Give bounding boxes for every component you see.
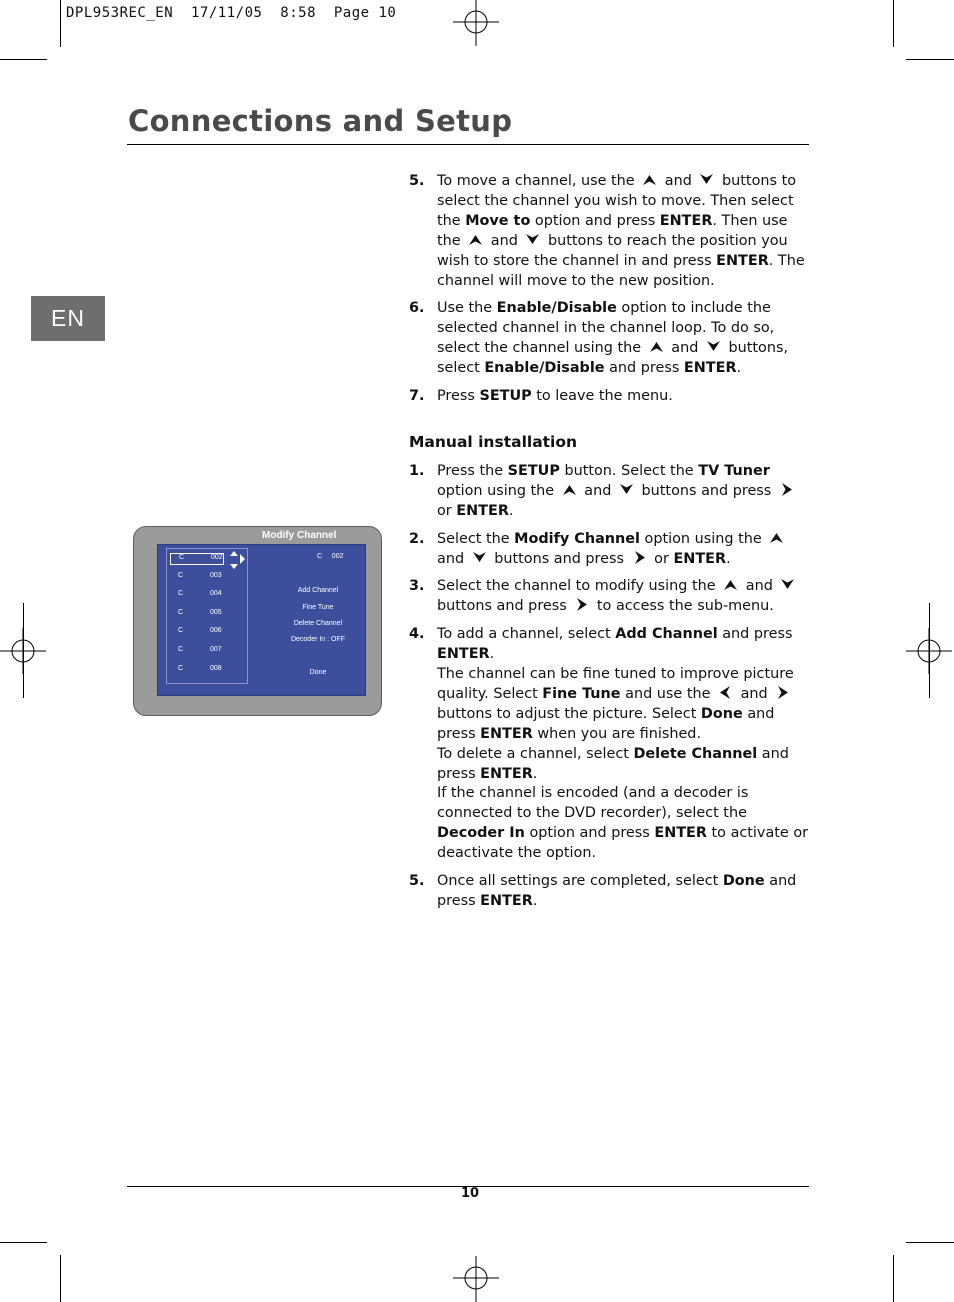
emphasis-text: Decoder In: [437, 825, 525, 842]
emphasis-text: Enable/Disable: [496, 300, 617, 317]
crop-mark: [0, 1242, 47, 1243]
crop-mark: [906, 59, 954, 60]
step-text: and press: [437, 705, 775, 742]
step-text: and press: [437, 745, 789, 782]
step-text: option using the: [437, 482, 559, 499]
down-arrow-icon: [619, 483, 634, 496]
step-text: or: [649, 550, 674, 567]
osd-channel-row: [170, 572, 222, 582]
crop-mark: [893, 0, 894, 47]
right-arrow-icon: [775, 686, 790, 699]
step-item: [409, 872, 809, 912]
step-text: to activate or deactivate the option.: [437, 825, 809, 862]
step-text: and: [741, 578, 778, 595]
osd-channel-number: 006: [210, 627, 222, 635]
step-text: Use the: [437, 300, 497, 317]
emphasis-text: Enable/Disable: [484, 360, 605, 377]
step-text: and: [660, 173, 697, 189]
osd-current-n: 002: [331, 553, 344, 560]
registration-mark-icon: [453, 1256, 499, 1302]
osd-channel-type: C: [178, 646, 184, 653]
right-arrow-icon: [632, 551, 647, 564]
page-title: Connections and Setup: [128, 104, 513, 138]
step-text: option to include the selected channel in the channel loop. To do so, select the channel using the: [437, 300, 775, 357]
down-arrow-icon: [699, 173, 714, 186]
crop-mark: [60, 1255, 61, 1302]
step-text: .: [532, 893, 538, 909]
step-text: .: [508, 502, 514, 519]
emphasis-text: ENTER: [716, 252, 769, 269]
emphasis-text: ENTER: [654, 825, 707, 842]
step-text: . The channel will move to the new position.: [437, 252, 805, 289]
osd-channel-number: 004: [210, 590, 222, 598]
emphasis-text: ENTER: [437, 646, 490, 663]
osd-channel-row: [170, 590, 222, 600]
osd-menu-done: Done: [309, 669, 327, 676]
emphasis-text: Move to: [465, 212, 531, 229]
osd-channel-type: C: [178, 590, 184, 598]
step-text: and: [579, 482, 616, 499]
up-arrow-icon: [769, 531, 784, 544]
down-arrow-icon: [472, 551, 487, 564]
step-text: To add a channel, select: [437, 626, 616, 643]
osd-channel-type: C: [178, 627, 184, 635]
osd-menu-fine-tune: Fine Tune: [302, 604, 334, 611]
osd-menu-decoder-in: Decoder In : OFF: [290, 636, 346, 643]
step-number: 1.: [409, 462, 425, 479]
osd-channel-type: C: [178, 664, 184, 672]
step-item: [409, 530, 809, 570]
step-text: buttons to reach the position you wish to store the channel in and press: [437, 232, 788, 269]
osd-channel-type: C: [179, 554, 185, 561]
print-header: DPL953REC_EN 17/11/05 8:58 Page 10: [66, 5, 397, 21]
down-arrow-icon: [525, 233, 540, 246]
scroll-arrows-icon: [228, 548, 248, 572]
step-text: Press the: [437, 462, 508, 479]
step-text: The channel can be fine tuned to improve picture quality. Select: [437, 666, 794, 702]
emphasis-text: Fine Tune: [542, 685, 621, 702]
step-text: and press: [437, 873, 797, 909]
step-text: and press: [604, 360, 684, 377]
step-text: .: [532, 765, 538, 782]
up-arrow-icon: [468, 233, 483, 246]
osd-menu-add-channel: Add Channel: [297, 587, 339, 594]
crop-mark: [906, 1242, 954, 1243]
emphasis-text: SETUP: [507, 462, 560, 479]
osd-channel-row: [170, 553, 224, 565]
emphasis-text: ENTER: [480, 765, 533, 782]
osd-channel-row: [170, 646, 222, 656]
step-text: .: [489, 646, 495, 663]
steps-list-a: [409, 172, 809, 407]
emphasis-text: Modify Channel: [514, 530, 640, 547]
right-arrow-icon: [574, 598, 589, 611]
crop-mark: [0, 59, 47, 60]
step-text: and: [736, 685, 773, 702]
step-text: Select the channel to modify using the: [437, 578, 721, 595]
page-number: 10: [461, 1186, 480, 1201]
crop-mark: [929, 603, 930, 698]
step-text: buttons, select: [437, 340, 789, 377]
emphasis-text: ENTER: [456, 502, 509, 519]
emphasis-text: Add Channel: [615, 626, 718, 643]
crop-mark: [23, 603, 24, 698]
step-number: 5.: [409, 173, 425, 189]
step-text: .: [726, 550, 731, 567]
osd-title: Modify Channel: [262, 530, 337, 541]
step-text: option using the: [639, 530, 767, 547]
step-number: 7.: [409, 388, 425, 405]
section-title: Manual installation: [409, 432, 578, 451]
step-text: .: [736, 360, 742, 377]
step-text: buttons to select the channel you wish to move. Then select the: [437, 173, 797, 229]
osd-channel-type: C: [178, 571, 184, 579]
step-number: 4.: [409, 626, 425, 643]
step-text: and: [486, 232, 523, 249]
step-number: 5.: [409, 873, 425, 890]
crop-mark: [893, 1255, 894, 1302]
steps-list-b: [409, 462, 809, 912]
step-text: Press: [437, 388, 480, 405]
step-item: [409, 387, 809, 407]
up-arrow-icon: [649, 340, 664, 353]
step-text: To move a channel, use the: [437, 173, 640, 189]
osd-channel-number: 008: [210, 664, 222, 672]
step-text: and: [666, 340, 703, 357]
osd-channel-number: 007: [210, 646, 222, 653]
emphasis-text: ENTER: [659, 212, 713, 229]
registration-mark-icon: [453, 0, 499, 46]
emphasis-text: SETUP: [479, 388, 532, 405]
step-text: and: [437, 550, 469, 567]
step-text: To delete a channel, select: [437, 745, 634, 762]
step-text: to leave the menu.: [531, 388, 673, 405]
osd-channel-row: [170, 665, 222, 675]
emphasis-text: ENTER: [480, 893, 533, 909]
left-arrow-icon: [718, 686, 733, 699]
step-text: Select the: [437, 530, 515, 547]
step-item: [409, 299, 809, 379]
step-item: [409, 577, 809, 617]
right-arrow-icon: [779, 483, 794, 496]
down-arrow-icon: [780, 578, 795, 591]
step-text: to access the sub-menu.: [592, 598, 774, 615]
up-arrow-icon: [642, 173, 657, 186]
step-number: 3.: [409, 578, 425, 595]
step-text: or: [437, 502, 457, 519]
osd-current-c: C: [317, 553, 323, 560]
emphasis-text: Done: [700, 705, 743, 722]
osd-current-channel: [317, 553, 343, 560]
down-arrow-icon: [706, 340, 721, 353]
step-item: [409, 462, 809, 522]
step-text: buttons and press: [636, 482, 776, 499]
emphasis-text: ENTER: [673, 550, 727, 567]
osd-channel-number: 005: [210, 608, 222, 616]
step-number: 2.: [409, 530, 425, 547]
step-text: If the channel is encoded (and a decoder is connected to the DVD recorder), select the: [437, 785, 749, 822]
emphasis-text: Done: [722, 873, 765, 890]
emphasis-text: TV Tuner: [698, 462, 770, 479]
up-arrow-icon: [562, 483, 577, 496]
osd-channel-type: C: [178, 608, 184, 616]
language-tab: EN: [31, 296, 105, 341]
step-item: [409, 172, 809, 291]
emphasis-text: ENTER: [683, 360, 737, 377]
step-text: Once all settings are completed, select: [437, 873, 723, 890]
instructions-column: [409, 172, 809, 920]
osd-menu-delete-channel: Delete Channel: [293, 620, 343, 627]
step-text: buttons to adjust the picture. Select: [437, 705, 701, 722]
osd-channel-row: [170, 627, 222, 637]
osd-channel-row: [170, 609, 222, 619]
step-item: [409, 625, 809, 864]
step-number: 6.: [409, 300, 425, 317]
step-text: buttons and press: [489, 550, 629, 567]
step-text: button. Select the: [559, 462, 699, 479]
emphasis-text: ENTER: [480, 725, 533, 742]
osd-channel-number: 003: [210, 571, 222, 579]
emphasis-text: Delete Channel: [633, 745, 758, 762]
step-text: and use the: [620, 685, 716, 702]
up-arrow-icon: [723, 578, 738, 591]
step-text: . Then use the: [437, 212, 788, 249]
step-text: option and press: [524, 825, 655, 842]
title-divider: [127, 144, 809, 145]
crop-mark: [60, 0, 61, 47]
step-text: option and press: [530, 212, 660, 229]
step-text: and press: [717, 626, 793, 643]
step-text: buttons and press: [437, 598, 572, 615]
step-text: when you are finished.: [532, 725, 702, 742]
osd-channel-number: 002: [211, 554, 223, 561]
